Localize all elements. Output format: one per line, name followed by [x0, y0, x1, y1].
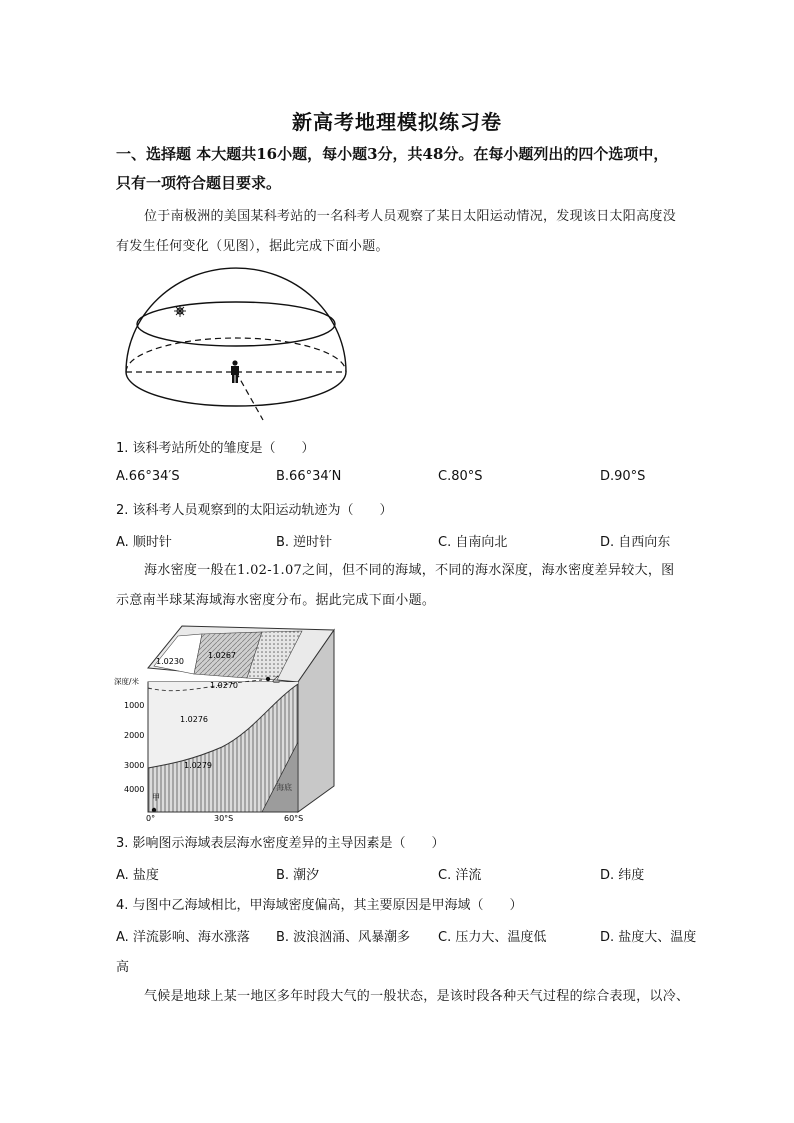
seawater-density-block-diagram	[112, 622, 338, 822]
point-jia-label: 甲	[152, 793, 160, 802]
depth-tick-4000: 4000	[124, 785, 145, 794]
lat-tick-30s: 30°S	[214, 814, 234, 822]
lat-tick-60s: 60°S	[284, 814, 304, 822]
question-3-option-b: B. 潮汐	[276, 868, 320, 883]
question-2-stem: 2. 该科考人员观察到的太阳运动轨迹为（ ）	[116, 503, 393, 518]
question-1-option-a: A.66°34′S	[116, 469, 180, 484]
question-3-option-a: A. 盐度	[116, 868, 159, 883]
density-label-2: 1.0267	[208, 651, 236, 660]
passage-1	[116, 202, 706, 262]
passage-2	[116, 556, 706, 616]
question-1-stem: 1. 该科考站所处的雏度是（ ）	[116, 441, 315, 456]
passage-2-line2: 示意南半球某海域海水密度分布。据此完成下面小题。	[116, 593, 436, 608]
passage-3-line1: 气候是地球上某一地区多年时段大气的一般状态，是该时段各种天气过程的综合表现，以冷、	[144, 989, 690, 1004]
section-heading	[116, 140, 716, 198]
passage-3	[116, 982, 706, 1012]
lat-tick-0: 0°	[146, 814, 156, 822]
section-heading-line1: 一、选择题 本大题共16小题，每小题3分，共48分。在每小题列出的四个选项中，	[116, 145, 669, 163]
depth-tick-3000: 3000	[124, 761, 145, 770]
question-4-option-b: B. 波浪汹涌、风暴潮多	[276, 930, 411, 945]
point-yi-label: 乙	[272, 675, 280, 684]
section-heading-line2: 只有一项符合题目要求。	[116, 174, 282, 192]
observer-person-icon	[231, 360, 239, 383]
sun-path-hemisphere-diagram	[118, 264, 354, 424]
page-title: 新高考地理模拟练习卷	[292, 110, 502, 134]
density-label-3: 1.0270	[210, 681, 238, 690]
question-4-option-c: C. 压力大、温度低	[438, 930, 547, 945]
depth-axis-label: 深度/米	[114, 677, 140, 686]
question-2-option-a: A. 顺时针	[116, 535, 172, 550]
passage-1-line2: 有发生任何变化（见图），据此完成下面小题。	[116, 239, 389, 254]
question-4-option-a: A. 洋流影响、海水涨落	[116, 930, 250, 945]
question-2-option-b: B. 逆时针	[276, 535, 333, 550]
meridian-line	[236, 372, 263, 420]
depth-tick-1000: 1000	[124, 701, 145, 710]
question-3-option-d: D. 纬度	[600, 868, 645, 883]
question-3-option-c: C. 洋流	[438, 868, 482, 883]
question-4-option-d: D. 盐度大、温度	[600, 930, 697, 945]
question-4-option-d-wrap: 高	[116, 960, 130, 975]
sun-path-circle	[137, 302, 335, 346]
seabed-label: 海底	[276, 783, 292, 792]
question-2-option-d: D. 自西向东	[600, 535, 671, 550]
passage-2-line1: 海水密度一般在1.02-1.07之间，但不同的海域，不同的海水深度，海水密度差异较大，图	[144, 563, 675, 578]
density-label-5: 1.0279	[184, 761, 212, 770]
question-4-stem: 4. 与图中乙海域相比，甲海域密度偏高，其主要原因是甲海域（ ）	[116, 898, 523, 913]
question-2-option-c: C. 自南向北	[438, 535, 508, 550]
point-yi-marker	[266, 677, 270, 681]
depth-tick-2000: 2000	[124, 731, 145, 740]
question-1-option-d: D.90°S	[600, 469, 646, 484]
hemisphere-outline	[126, 268, 346, 372]
density-label-1: 1.0230	[156, 657, 184, 666]
question-3-stem: 3. 影响图示海域表层海水密度差异的主导因素是（ ）	[116, 836, 445, 851]
question-1-option-b: B.66°34′N	[276, 469, 342, 484]
question-1-option-c: C.80°S	[438, 469, 483, 484]
passage-1-line1: 位于南极洲的美国某科考站的一名科考人员观察了某日太阳运动情况，发现该日太阳高度没	[144, 209, 677, 224]
density-label-4: 1.0276	[180, 715, 208, 724]
